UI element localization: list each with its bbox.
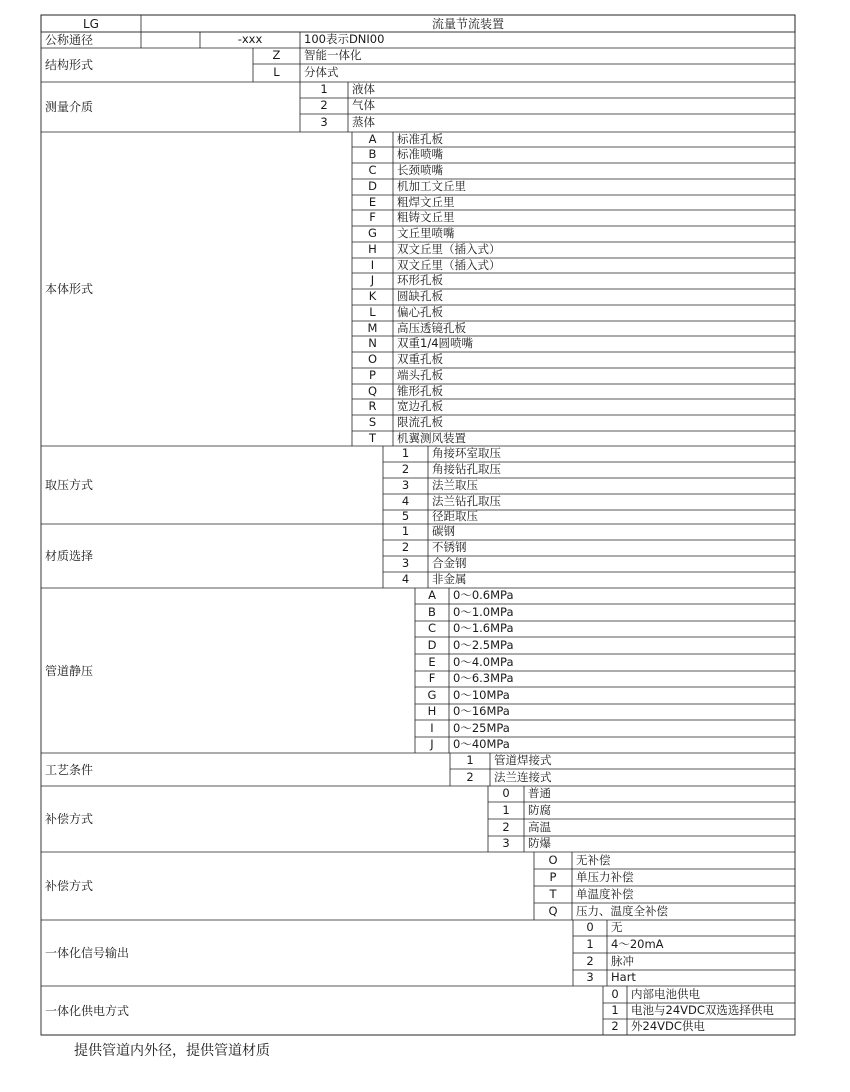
option-code: 1 — [502, 802, 510, 817]
option-desc: 0～0.6MPa — [453, 588, 514, 603]
footer-note: 提供管道内外径，提供管道材质 — [74, 1043, 270, 1059]
option-code: 2 — [466, 769, 474, 784]
option-code: G — [427, 687, 437, 702]
section-label: 补偿方式 — [45, 812, 94, 826]
option-desc: 偏心孔板 — [397, 305, 443, 320]
option-code: 3 — [401, 556, 410, 571]
option-desc: 合金钢 — [432, 556, 467, 571]
option-desc: 宽边孔板 — [397, 399, 443, 414]
option-desc: 非金属 — [432, 572, 467, 587]
option-desc: Hart — [611, 970, 636, 985]
option-code: D — [368, 179, 377, 194]
option-code: S — [368, 415, 377, 430]
option-desc: 角接环室取压 — [432, 446, 501, 461]
option-desc: 0～4.0MPa — [453, 654, 514, 669]
option-desc: 粗铸文丘里 — [397, 210, 455, 225]
option-code: P — [369, 368, 376, 383]
option-desc: 无 — [611, 920, 623, 935]
option-desc: 脉冲 — [611, 953, 634, 968]
section-label: 材质选择 — [45, 549, 94, 563]
section-label: 管道静压 — [45, 663, 94, 678]
option-desc: 标准喷嘴 — [397, 147, 443, 162]
option-code: O — [548, 852, 558, 867]
option-code: 1 — [401, 524, 410, 539]
option-desc: 普通 — [528, 786, 551, 801]
section-label: 测量介质 — [45, 100, 94, 114]
option-code: N — [368, 336, 377, 351]
option-code: D — [427, 637, 437, 652]
option-code: A — [428, 588, 436, 603]
option-code: E — [368, 195, 377, 209]
option-code: P — [549, 869, 557, 884]
option-desc: 0～25MPa — [453, 720, 510, 735]
option-desc: 气体 — [352, 98, 375, 113]
option-code: 0 — [586, 920, 594, 935]
header-title: 流量节流装置 — [431, 16, 504, 31]
option-code: 3 — [586, 970, 594, 985]
option-code: 0 — [611, 986, 619, 1001]
option-code: 1 — [401, 446, 410, 461]
option-code: 1 — [586, 936, 594, 951]
option-code: H — [427, 704, 437, 719]
option-desc: 0～2.5MPa — [453, 637, 514, 652]
option-desc: 外24VDC供电 — [631, 1019, 705, 1034]
header-model: LG — [83, 16, 99, 31]
section-label: 补偿方式 — [45, 879, 94, 893]
option-code: 2 — [320, 98, 328, 113]
option-desc: 标准孔板 — [397, 132, 443, 146]
option-code: 2 — [502, 819, 510, 834]
section-label: 一体化供电方式 — [45, 1003, 130, 1018]
option-code: 0 — [502, 786, 510, 801]
option-desc: 100表示DNI00 — [304, 32, 385, 47]
option-code: J — [430, 737, 434, 752]
option-code: 1 — [466, 753, 474, 768]
option-desc: 双重1/4圆喷嘴 — [397, 336, 474, 351]
section-label: 取压方式 — [45, 478, 94, 492]
option-code: G — [368, 226, 377, 241]
option-desc: 圆缺孔板 — [397, 289, 443, 304]
option-code: C — [368, 163, 377, 178]
option-code: Q — [548, 903, 558, 918]
option-code: F — [428, 671, 436, 686]
section-label: 工艺条件 — [45, 762, 94, 777]
option-desc: 0～1.6MPa — [453, 621, 514, 636]
option-desc: 粗焊文丘里 — [397, 195, 455, 209]
option-desc: 4～20mA — [611, 936, 664, 951]
option-code: H — [368, 242, 377, 257]
option-desc: 长颈喷嘴 — [397, 163, 443, 178]
option-code: F — [369, 210, 376, 225]
option-desc: 机翼测风装置 — [397, 431, 466, 445]
option-desc: 限流孔板 — [397, 415, 443, 430]
option-desc: 锥形孔板 — [397, 384, 443, 398]
option-desc: 角接钻孔取压 — [432, 462, 501, 477]
option-desc: 防腐 — [528, 802, 551, 817]
option-desc: 0～10MPa — [453, 687, 510, 702]
option-code: T — [549, 886, 557, 901]
option-code: L — [273, 65, 280, 80]
option-code: L — [369, 305, 376, 320]
option-code: Z — [272, 48, 281, 63]
option-desc: 0～16MPa — [453, 704, 510, 719]
option-code: T — [368, 431, 377, 445]
option-desc: 0～1.0MPa — [453, 604, 514, 619]
option-code: 4 — [401, 572, 410, 587]
option-desc: 防爆 — [528, 836, 551, 851]
option-desc: 内部电池供电 — [631, 986, 700, 1001]
option-code: M — [367, 321, 378, 335]
option-desc: 双重孔板 — [397, 352, 443, 367]
option-desc: 蒸体 — [352, 115, 375, 130]
section-label: 公称通径 — [45, 33, 94, 47]
option-code: I — [430, 720, 434, 735]
option-desc: 径距取压 — [432, 510, 478, 524]
option-desc: 机加工文丘里 — [397, 179, 466, 194]
option-code: 3 — [502, 836, 510, 851]
option-desc: 单温度补偿 — [576, 886, 634, 901]
option-desc: 双文丘里（插入式） — [397, 258, 501, 272]
option-code: C — [427, 621, 437, 636]
option-code: 5 — [401, 510, 410, 524]
section-label: 一体化信号输出 — [45, 946, 130, 960]
option-code: J — [370, 273, 375, 288]
section-label: 本体形式 — [45, 282, 94, 296]
option-desc: 压力、温度全补偿 — [576, 903, 668, 918]
option-code: R — [368, 399, 377, 414]
option-desc: 智能一体化 — [304, 48, 362, 63]
option-desc: 碳钢 — [432, 524, 455, 539]
option-desc: 电池与24VDC双选选择供电 — [631, 1003, 774, 1018]
option-code: 2 — [401, 540, 410, 555]
option-code: O — [367, 352, 378, 367]
option-code: A — [368, 132, 377, 146]
option-desc: 0～40MPa — [453, 737, 510, 752]
option-code: 3 — [320, 115, 328, 130]
option-code: Q — [367, 384, 378, 398]
option-desc: 双文丘里（插入式） — [397, 242, 501, 257]
option-desc: 文丘里喷嘴 — [397, 226, 455, 241]
option-desc: 0～6.3MPa — [453, 671, 514, 686]
option-desc: 法兰取压 — [432, 478, 478, 493]
option-desc: 单压力补偿 — [576, 869, 634, 884]
option-code: 2 — [401, 462, 410, 477]
option-code: K — [368, 289, 377, 304]
option-code: 4 — [401, 494, 410, 509]
option-desc: 液体 — [352, 82, 375, 97]
option-code: -xxx — [237, 32, 263, 47]
option-desc: 高压透镜孔板 — [397, 321, 466, 335]
option-code: B — [368, 147, 377, 162]
section-label: 结构形式 — [45, 58, 94, 72]
option-desc: 法兰连接式 — [494, 769, 552, 784]
option-desc: 端头孔板 — [397, 368, 443, 383]
option-code: I — [370, 258, 375, 272]
option-desc: 无补偿 — [576, 852, 611, 867]
option-code: E — [428, 654, 436, 669]
option-code: 1 — [320, 82, 328, 97]
option-code: 2 — [586, 953, 594, 968]
option-desc: 法兰钻孔取压 — [432, 494, 501, 509]
option-code: 2 — [611, 1019, 619, 1034]
option-desc: 环形孔板 — [397, 273, 443, 288]
option-code: 3 — [401, 478, 410, 493]
option-desc: 高温 — [528, 819, 551, 834]
option-code: B — [428, 604, 436, 619]
option-desc: 管道焊接式 — [494, 753, 552, 768]
option-code: 1 — [611, 1003, 619, 1018]
option-desc: 不锈钢 — [432, 540, 467, 555]
option-desc: 分体式 — [304, 65, 339, 80]
